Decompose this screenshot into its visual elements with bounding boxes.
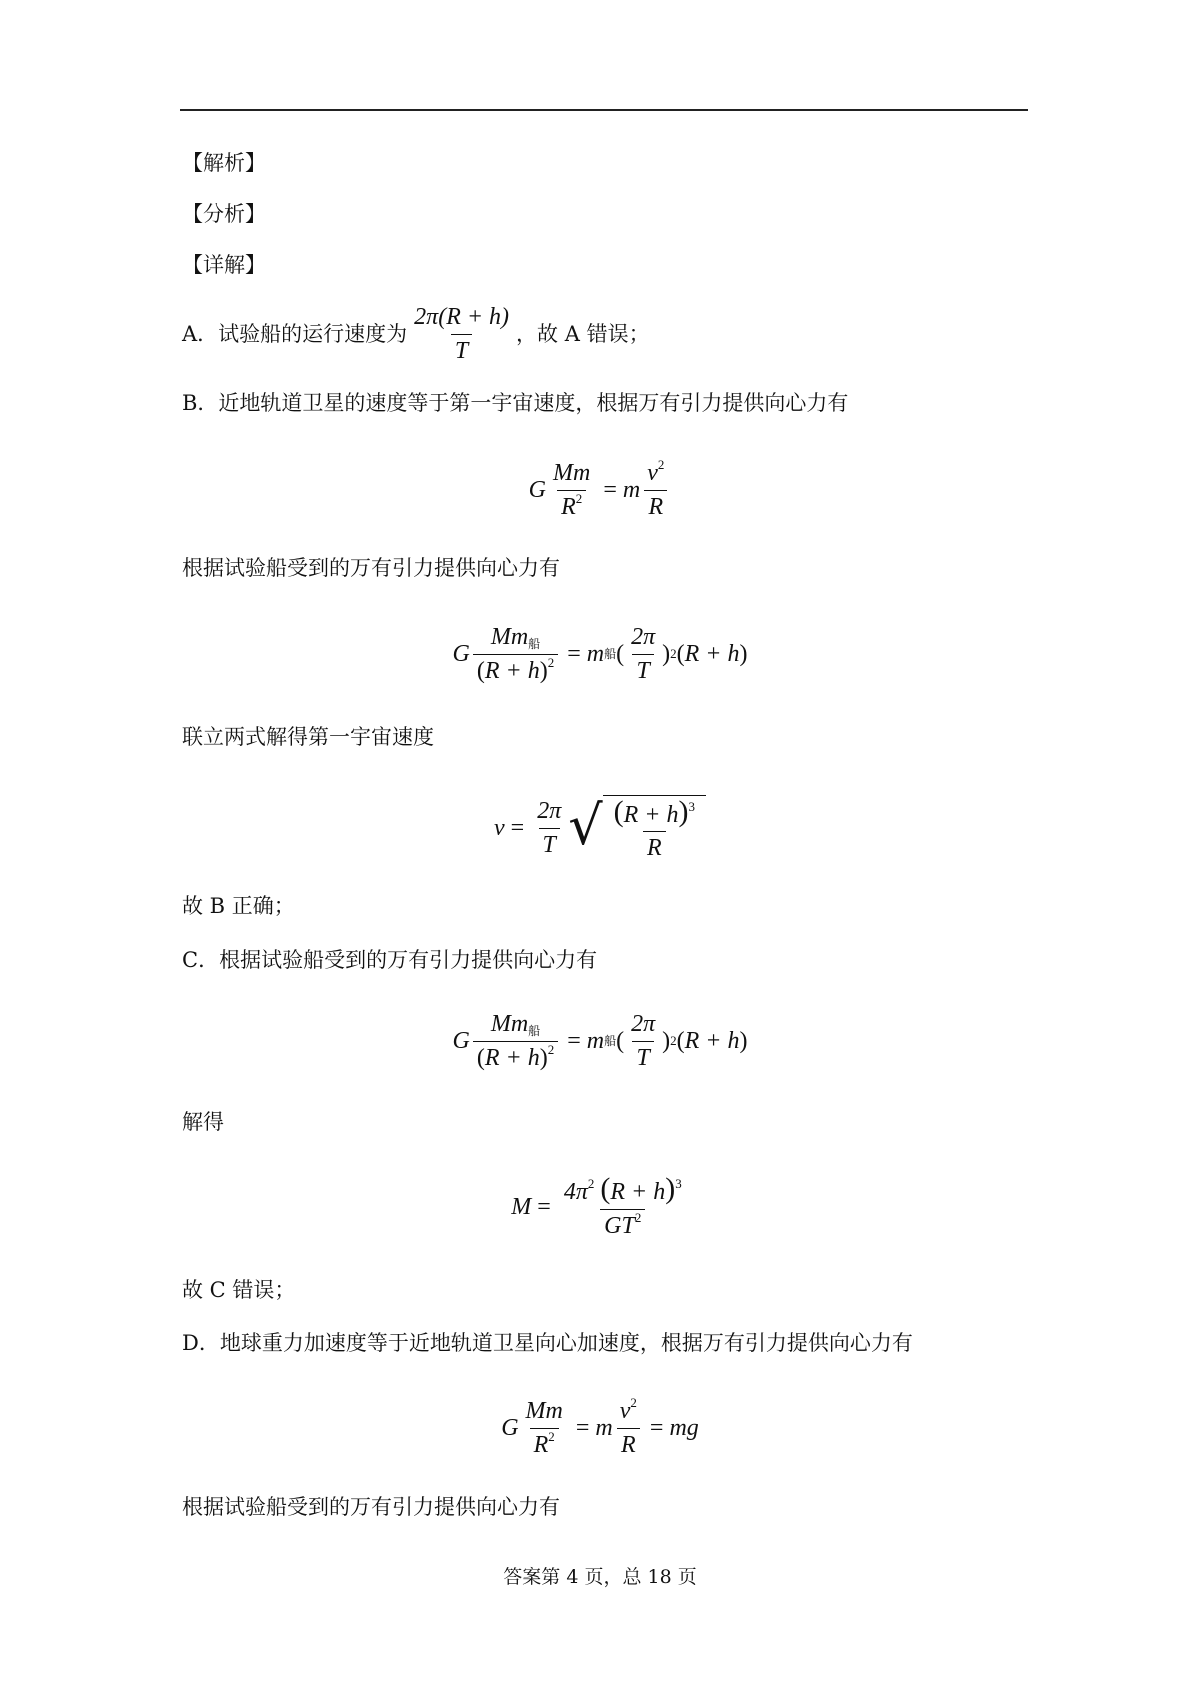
denominator: T [632, 1041, 653, 1071]
equals-sign: = [575, 1414, 590, 1441]
subscript-ship: 船 [528, 637, 541, 652]
symbol-m: m [586, 640, 605, 667]
fraction [473, 624, 558, 684]
paren: ) [662, 640, 671, 667]
option-b-text2: 根据试验船受到的万有引力提供向心力有 [182, 556, 560, 580]
symbol-R: R [644, 490, 667, 520]
symbol-m: m [595, 1414, 613, 1441]
option-a-fraction [410, 304, 513, 364]
section-xiangjie: 【详解】 [182, 253, 266, 277]
option-c-intro: C．根据试验船受到的万有引力提供向心力有 [182, 948, 598, 972]
denominator: T [632, 654, 653, 684]
section-fenxi: 【分析】 [182, 202, 266, 226]
formula-ship-orbit-c: G $\frac{Mm_船}{(R + h)^2}$ = m 船 ( $\frac{2\pi}{T}$ ) 2 ( R + h ) [452, 1011, 748, 1071]
symbol-R: R [533, 1431, 549, 1458]
symbol-R-plus-h: R + h [623, 801, 679, 828]
fraction [616, 1395, 641, 1458]
formula-gravity-orbit [0, 455, 1200, 525]
paren: ) [739, 640, 748, 667]
denominator: T [539, 828, 560, 858]
symbol-G: G [528, 476, 546, 503]
exponent: 2 [657, 457, 665, 473]
option-c-conclusion: 故 C 错误； [182, 1278, 296, 1302]
equals-sign: = [649, 1414, 664, 1441]
paren: ( [600, 1172, 611, 1206]
numerator: 2π [631, 624, 656, 651]
symbol-R: R [561, 493, 576, 520]
formula-ship-orbit: G $\frac{Mm_船}{(R + h)^2}$ = m 船 ( $\frac{2\pi}{T}$ ) 2 ( R + h ) [452, 624, 748, 684]
equals-sign: = [537, 1193, 551, 1220]
paren: ( [476, 1044, 485, 1071]
option-c-text2: 解得 [182, 1110, 224, 1134]
symbol-Mm: Mm [490, 1011, 529, 1038]
exponent: 2 [547, 654, 555, 670]
fraction-numerator: 2π(R + h) [414, 304, 510, 331]
symbol-m: m [622, 476, 641, 503]
fraction [473, 1011, 558, 1071]
paren: ) [665, 1172, 676, 1206]
fraction [533, 798, 565, 858]
symbol-m: m [586, 1027, 605, 1054]
symbol-G: G [501, 1414, 519, 1441]
symbol-R-plus-h: R + h [610, 1179, 666, 1206]
paren: ) [739, 1027, 748, 1054]
exponent: 2 [634, 1209, 642, 1225]
formula-earth-mass [0, 1168, 1200, 1246]
paren: ( [613, 794, 624, 828]
paren: ( [616, 1027, 625, 1054]
fraction [522, 1398, 567, 1458]
symbol-v: v [647, 460, 658, 487]
option-b-conclusion: 故 B 正确； [182, 894, 295, 918]
fraction [549, 460, 594, 520]
exponent: 2 [547, 1041, 555, 1057]
symbol-R: R [643, 831, 666, 861]
equals-sign: = [603, 476, 617, 503]
fraction [610, 794, 699, 862]
square-root: √ $\frac{(R + h)^3}{R}$ [568, 795, 706, 862]
numerator: 2π [537, 798, 562, 825]
exponent: 3 [675, 1176, 682, 1192]
symbol-R-plus-h: R + h [484, 657, 540, 684]
page-footer: 答案第 4 页，总 18 页 [503, 1566, 697, 1588]
symbol-R-plus-h: R + h [684, 640, 740, 667]
fraction-denominator: T [451, 334, 472, 364]
symbol-M: M [511, 1193, 532, 1220]
paren: ) [539, 657, 548, 684]
symbol-R-plus-h: R + h [484, 1044, 540, 1071]
symbol-mg: mg [669, 1414, 699, 1441]
option-a-line [182, 304, 650, 364]
option-d-intro: D．地球重力加速度等于近地轨道卫星向心加速度，根据万有引力提供向心力有 [182, 1331, 913, 1355]
paren: ) [678, 794, 689, 828]
option-d-text2: 根据试验船受到的万有引力提供向心力有 [182, 1495, 560, 1519]
subscript-ship: 船 [528, 1024, 541, 1039]
paren: ( [476, 657, 485, 684]
symbol-GT: GT [604, 1212, 635, 1239]
paren: ) [662, 1027, 671, 1054]
exponent: 3 [688, 798, 695, 814]
numerator: 2π [631, 1011, 656, 1038]
exponent: 2 [587, 1176, 595, 1192]
header-rule [180, 109, 1028, 111]
option-b-intro: B．近地轨道卫星的速度等于第一宇宙速度，根据万有引力提供向心力有 [182, 391, 849, 415]
symbol-v: v [619, 1398, 631, 1425]
symbol-R: R [617, 1428, 640, 1458]
symbol-R-plus-h: R + h [684, 1027, 740, 1054]
paren: ( [616, 640, 625, 667]
numerator: Mm [552, 460, 591, 487]
equals-sign: = [567, 640, 581, 667]
exponent: 2 [630, 1395, 637, 1411]
paren: ) [539, 1044, 548, 1071]
formula-gravity-acceleration [0, 1393, 1200, 1463]
formula-first-cosmic-velocity [0, 788, 1200, 868]
section-jiexi: 【解析】 [182, 151, 266, 175]
symbol-G: G [452, 640, 470, 667]
symbol-Mm: Mm [490, 624, 529, 651]
fraction [627, 624, 659, 684]
symbol-v: v [493, 814, 505, 841]
paren: ( [676, 1027, 685, 1054]
fraction [643, 457, 668, 520]
exponent: 2 [548, 1428, 555, 1444]
fraction [627, 1011, 659, 1071]
symbol-G: G [452, 1027, 470, 1054]
option-a-tail: ，故 A 错误； [516, 321, 650, 346]
option-a-label: A．试验船的运行速度为 [182, 321, 408, 346]
exponent: 2 [575, 490, 583, 506]
symbol-4pi: 4π [563, 1179, 588, 1206]
numerator: Mm [525, 1398, 563, 1425]
paren: ( [676, 640, 685, 667]
equals-sign: = [567, 1027, 581, 1054]
equals-sign: = [510, 814, 525, 841]
option-b-text3: 联立两式解得第一宇宙速度 [182, 725, 434, 749]
fraction [560, 1172, 686, 1239]
